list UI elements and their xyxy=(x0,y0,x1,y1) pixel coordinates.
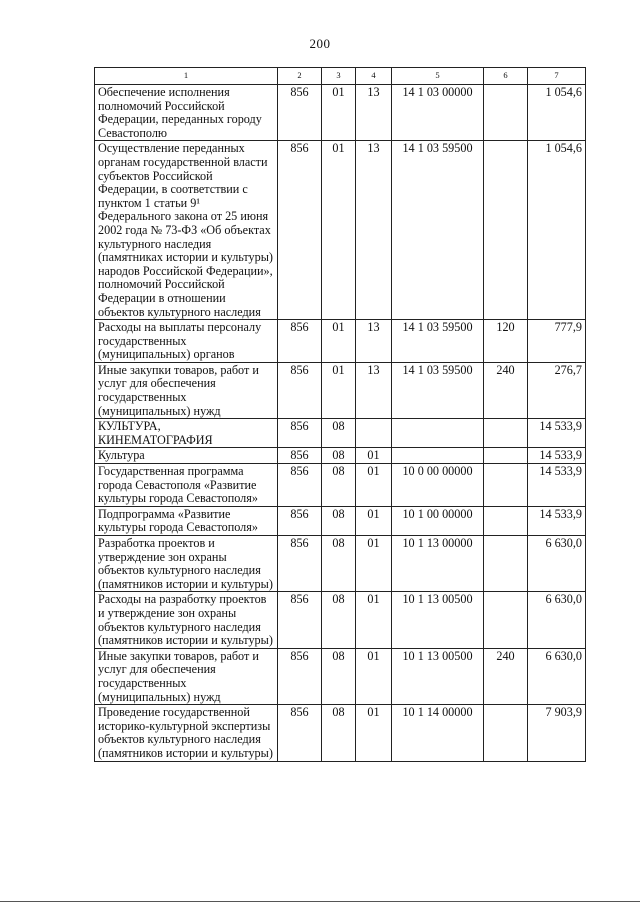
row-section-code: 08 xyxy=(322,419,356,448)
row-amount: 14 533,9 xyxy=(528,506,586,535)
row-expense-type: 240 xyxy=(484,648,528,704)
row-subsection-code: 01 xyxy=(356,536,392,592)
row-amount: 276,7 xyxy=(528,362,586,418)
table-row xyxy=(95,648,586,704)
row-section-code: 01 xyxy=(322,320,356,363)
row-name: Подпрограмма «Развитие культуры города Севастополя» xyxy=(95,506,278,535)
row-section-code: 08 xyxy=(322,506,356,535)
row-section-code: 08 xyxy=(322,705,356,761)
row-expense-type: 240 xyxy=(484,362,528,418)
table-row xyxy=(95,464,586,507)
row-ministry-code: 856 xyxy=(278,85,322,141)
row-name: Расходы на выплаты персоналу государственных (муниципальных) органов xyxy=(95,320,278,363)
column-header: 6 xyxy=(484,68,528,85)
budget-table xyxy=(94,67,586,762)
row-name: Государственная программа города Севастополя «Развитие культуры города Севастополя» xyxy=(95,464,278,507)
table-row xyxy=(95,85,586,141)
row-target-code xyxy=(392,448,484,464)
row-amount: 777,9 xyxy=(528,320,586,363)
row-ministry-code: 856 xyxy=(278,448,322,464)
row-name: КУЛЬТУРА, КИНЕМАТОГРАФИЯ xyxy=(95,419,278,448)
row-expense-type xyxy=(484,592,528,648)
row-target-code: 10 0 00 00000 xyxy=(392,464,484,507)
row-name: Обеспечение исполнения полномочий Российской Федерации, переданных городу Севастополю xyxy=(95,85,278,141)
table-row xyxy=(95,419,586,448)
header-row xyxy=(95,68,586,85)
row-expense-type xyxy=(484,506,528,535)
row-subsection-code: 13 xyxy=(356,85,392,141)
row-amount: 6 630,0 xyxy=(528,592,586,648)
table-row xyxy=(95,141,586,320)
row-section-code: 01 xyxy=(322,85,356,141)
row-target-code: 14 1 03 59500 xyxy=(392,141,484,320)
row-section-code: 01 xyxy=(322,362,356,418)
row-name: Разработка проектов и утверждение зон охраны объектов культурного наследия (памятников истории и культуры) xyxy=(95,536,278,592)
row-subsection-code: 01 xyxy=(356,506,392,535)
column-header: 7 xyxy=(528,68,586,85)
row-name: Осуществление переданных органам государственной власти субъектов Российской Федерации, в соответствии с пунктом 1 статьи 9¹ Федерального закона от 25 июня 2002 года № 73-ФЗ «Об объектах культурного наследия (памятниках истории и культуры) народов Российской Федерации», полномочий Российской Федерации в отношении объектов культурного наследия xyxy=(95,141,278,320)
row-name: Расходы на разработку проектов и утверждение зон охраны объектов культурного наследия (памятников истории и культуры) xyxy=(95,592,278,648)
row-name: Проведение государственной историко-культурной экспертизы объектов культурного наследия (памятников истории и культуры) xyxy=(95,705,278,761)
row-target-code: 10 1 13 00500 xyxy=(392,592,484,648)
table-row xyxy=(95,362,586,418)
row-expense-type xyxy=(484,419,528,448)
row-section-code: 08 xyxy=(322,464,356,507)
row-target-code: 14 1 03 59500 xyxy=(392,320,484,363)
row-target-code: 14 1 03 00000 xyxy=(392,85,484,141)
row-name: Иные закупки товаров, работ и услуг для обеспечения государственных (муниципальных) нужд xyxy=(95,362,278,418)
row-target-code: 10 1 13 00000 xyxy=(392,536,484,592)
row-expense-type: 120 xyxy=(484,320,528,363)
row-expense-type xyxy=(484,705,528,761)
column-header: 5 xyxy=(392,68,484,85)
row-subsection-code: 13 xyxy=(356,141,392,320)
row-expense-type xyxy=(484,448,528,464)
row-ministry-code: 856 xyxy=(278,506,322,535)
row-section-code: 08 xyxy=(322,448,356,464)
row-ministry-code: 856 xyxy=(278,419,322,448)
row-subsection-code: 13 xyxy=(356,362,392,418)
row-expense-type xyxy=(484,85,528,141)
row-amount: 14 533,9 xyxy=(528,464,586,507)
row-subsection-code xyxy=(356,419,392,448)
table-row xyxy=(95,506,586,535)
page-edge-line xyxy=(0,901,640,902)
row-name: Культура xyxy=(95,448,278,464)
row-target-code: 10 1 13 00500 xyxy=(392,648,484,704)
row-ministry-code: 856 xyxy=(278,320,322,363)
row-expense-type xyxy=(484,464,528,507)
row-amount: 6 630,0 xyxy=(528,536,586,592)
row-target-code: 10 1 00 00000 xyxy=(392,506,484,535)
row-amount: 1 054,6 xyxy=(528,85,586,141)
row-amount: 14 533,9 xyxy=(528,419,586,448)
row-subsection-code: 01 xyxy=(356,464,392,507)
row-amount: 7 903,9 xyxy=(528,705,586,761)
row-ministry-code: 856 xyxy=(278,464,322,507)
row-section-code: 01 xyxy=(322,141,356,320)
row-amount: 14 533,9 xyxy=(528,448,586,464)
row-subsection-code: 01 xyxy=(356,592,392,648)
row-expense-type xyxy=(484,536,528,592)
row-ministry-code: 856 xyxy=(278,141,322,320)
column-header: 1 xyxy=(95,68,278,85)
row-ministry-code: 856 xyxy=(278,705,322,761)
column-header: 4 xyxy=(356,68,392,85)
table-row xyxy=(95,448,586,464)
row-target-code: 10 1 14 00000 xyxy=(392,705,484,761)
row-target-code: 14 1 03 59500 xyxy=(392,362,484,418)
table-row xyxy=(95,592,586,648)
row-amount: 1 054,6 xyxy=(528,141,586,320)
row-ministry-code: 856 xyxy=(278,648,322,704)
row-ministry-code: 856 xyxy=(278,592,322,648)
column-header: 3 xyxy=(322,68,356,85)
column-header: 2 xyxy=(278,68,322,85)
row-subsection-code: 01 xyxy=(356,448,392,464)
table-row xyxy=(95,705,586,761)
row-section-code: 08 xyxy=(322,536,356,592)
row-amount: 6 630,0 xyxy=(528,648,586,704)
row-section-code: 08 xyxy=(322,648,356,704)
table-row xyxy=(95,320,586,363)
row-subsection-code: 01 xyxy=(356,705,392,761)
page-number: 200 xyxy=(309,36,331,51)
row-ministry-code: 856 xyxy=(278,362,322,418)
row-ministry-code: 856 xyxy=(278,536,322,592)
row-subsection-code: 01 xyxy=(356,648,392,704)
row-name: Иные закупки товаров, работ и услуг для обеспечения государственных (муниципальных) нужд xyxy=(95,648,278,704)
table-row xyxy=(95,536,586,592)
row-subsection-code: 13 xyxy=(356,320,392,363)
row-target-code xyxy=(392,419,484,448)
row-section-code: 08 xyxy=(322,592,356,648)
row-expense-type xyxy=(484,141,528,320)
